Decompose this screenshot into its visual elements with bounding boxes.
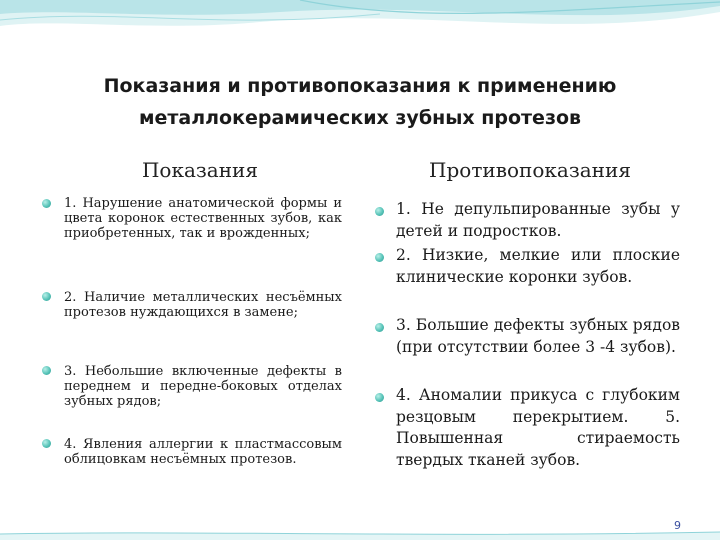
title-line-1: Показания и противопоказания к применению [103, 75, 617, 97]
bottom-wave-decoration [0, 528, 720, 540]
top-wave-decoration [0, 0, 720, 60]
indication-item-3: 3. Небольшие включенные дефекты в переднем и передне-боковых отделах зубных рядов; [64, 364, 342, 409]
bullet-icon [375, 393, 384, 402]
bullet-icon [42, 366, 51, 375]
indications-heading: Показания [141, 158, 258, 182]
contraindication-item-2: 2. Низкие, мелкие или плоские клинические коронки зубов. [396, 246, 680, 286]
slide-title [40, 70, 680, 134]
bullet-icon [375, 253, 384, 262]
indication-item-2: 2. Наличие металлических несъёмных протезов нуждающихся в замене; [64, 290, 342, 320]
contraindication-item-4: 4. Аномалии прикуса с глубоким резцовым перекрытием. 5. Повышенная стираемость твердых тканей зубов. [396, 386, 680, 469]
indication-item-1: 1. Нарушение анатомической формы и цвета коронок естественных зубов, как приобретенных, так и врожденных; [64, 196, 342, 241]
bullet-icon [42, 292, 51, 301]
bullet-icon [42, 439, 51, 448]
page-number: 9 [674, 519, 681, 532]
bullet-icon [375, 207, 384, 216]
title-line-2: металлокерамических зубных протезов [138, 107, 582, 129]
contraindication-item-3: 3. Большие дефекты зубных рядов (при отсутствии более 3 -4 зубов). [396, 316, 680, 356]
indication-item-4: 4. Явления аллергии к пластмассовым облицовкам несъёмных протезов. [64, 437, 342, 467]
bullet-icon [42, 199, 51, 208]
contraindication-item-1: 1. Не депульпированные зубы у детей и подростков. [396, 200, 680, 240]
bullet-icon [375, 323, 384, 332]
contraindications-heading: Противопоказания [429, 158, 631, 182]
